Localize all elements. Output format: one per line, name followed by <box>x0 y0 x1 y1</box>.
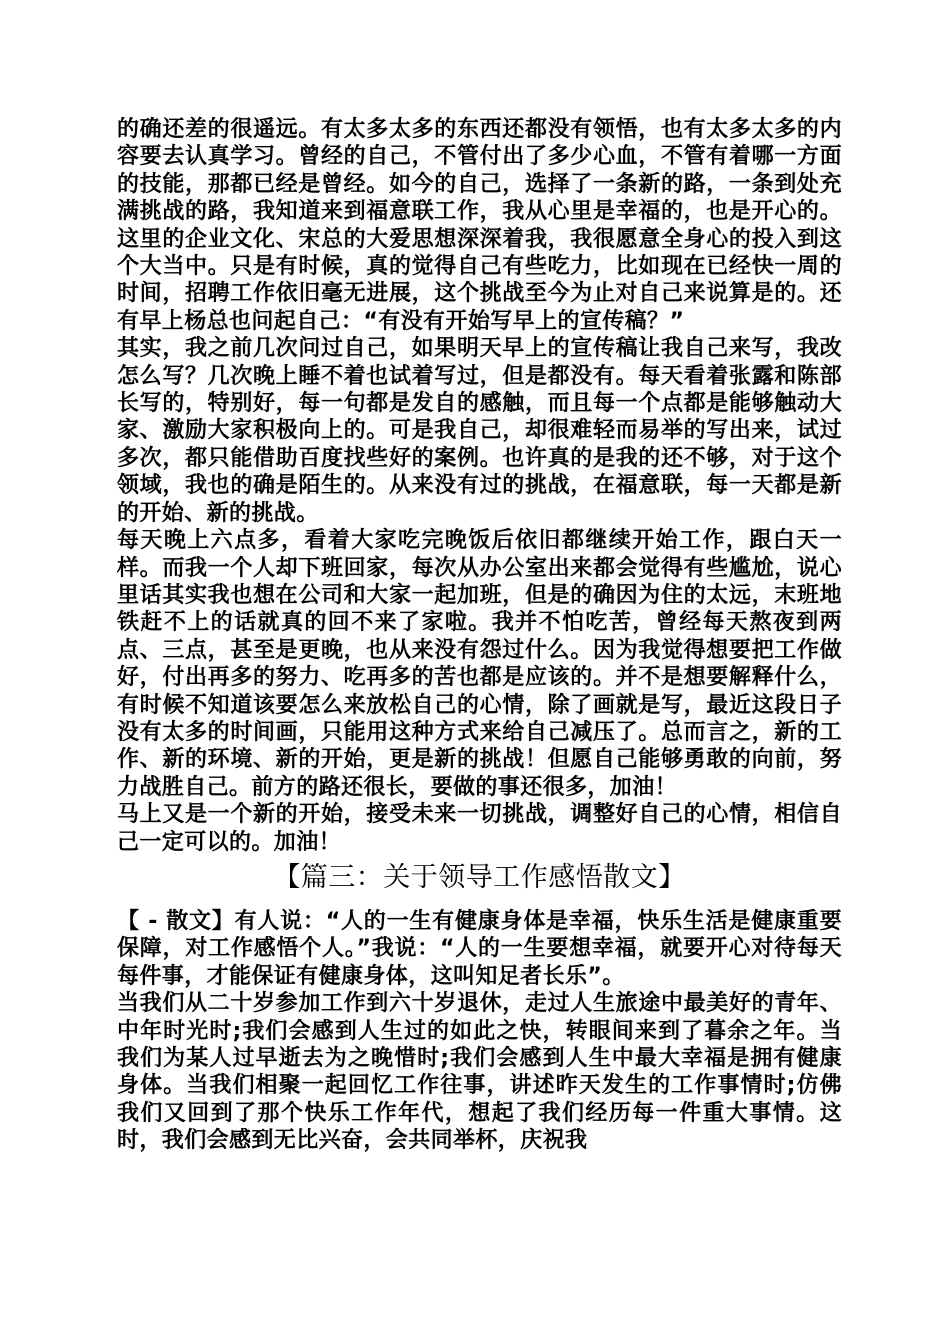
body-paragraph-4: 马上又是一个新的开始，接受未来一切挑战，调整好自己的心情，相信自己一定可以的。加油！ <box>117 802 842 855</box>
section3-paragraph-2: 当我们从二十岁参加工作到六十岁退休，走过人生旅途中最美好的青年、中年时光时;我们会感到人生过的如此之快，转眼间来到了暮余之年。当我们为某人过早逝去为之晚惜时;我们会感到人生中最大幸福是拥有健康身体。当我们相聚一起回忆工作往事，讲述昨天发生的工作事情时;仿佛我们又回到了那个快乐工作年代，想起了我们经历每一件重大事情。这时，我们会感到无比兴奋，会共同举杯，庆祝我 <box>117 991 842 1154</box>
body-paragraph-2: 其实，我之前几次问过自己，如果明天早上的宣传稿让我自己来写，我改怎么写？几次晚上睡不着也试着写过，但是都没有。每天看着张露和陈部长写的，特别好，每一句都是发自的感触，而且每一个点都是能够触动大家、激励大家积极向上的。可是我自己，却很难轻而易举的写出来，试过多次，都只能借助百度找些好的案例。也许真的是我的还不够，对于这个领域，我也的确是陌生的。从来没有过的挑战，在福意联，每一天都是新的开始、新的挑战。 <box>117 336 842 526</box>
section-title: 【篇三：关于领导工作感悟散文】 <box>273 861 686 893</box>
body-paragraph-1: 的确还差的很遥远。有太多太多的东西还都没有领悟，也有太多太多的内容要去认真学习。曾经的自己，不管付出了多少心血，不管有着哪一方面的技能，那都已经是曾经。如今的自己，选择了一条新的路，一条到处充满挑战的路，我知道来到福意联工作，我从心里是幸福的，也是开心的。这里的企业文化、宋总的大爱思想深深着我，我很愿意全身心的投入到这个大当中。只是有时候，真的觉得自己有些吃力，比如现在已经快一周的时间，招聘工作依旧毫无进展，这个挑战至今为止对自己来说算是的。还有早上杨总也问起自己：“有没有开始写早上的宣传稿？” <box>117 117 842 334</box>
section3-paragraph-1: 【 - 散文】有人说：“人的一生有健康身体是幸福，快乐生活是健康重要保障，对工作感悟个人。”我说：“人的一生要想幸福，就要开心对待每天每件事，才能保证有健康身体，这叫知足者长乐”。 <box>117 908 842 989</box>
document-page <box>117 116 842 1155</box>
body-paragraph-3: 每天晚上六点多，看着大家吃完晚饭后依旧都继续开始工作，跟白天一样。而我一个人却下班回家，每次从办公室出来都会觉得有些尴尬，说心里话其实我也想在公司和大家一起加班，但是的确因为住的太远，末班地铁赶不上的话就真的回不来了家啦。我并不怕吃苦，曾经每天熬夜到两点、三点，甚至是更晚，也从来没有怨过什么。因为我觉得想要把工作做好，付出再多的努力、吃再多的苦也都是应该的。并不是想要解释什么，有时候不知道该要怎么来放松自己的心情，除了画就是写，最近这段日子没有太多的时间画，只能用这种方式来给自己减压了。总而言之，新的工作、新的环境、新的开始，更是新的挑战！但愿自己能够勇敢的向前，努力战胜自己。前方的路还很长，要做的事还很多，加油！ <box>117 528 842 800</box>
